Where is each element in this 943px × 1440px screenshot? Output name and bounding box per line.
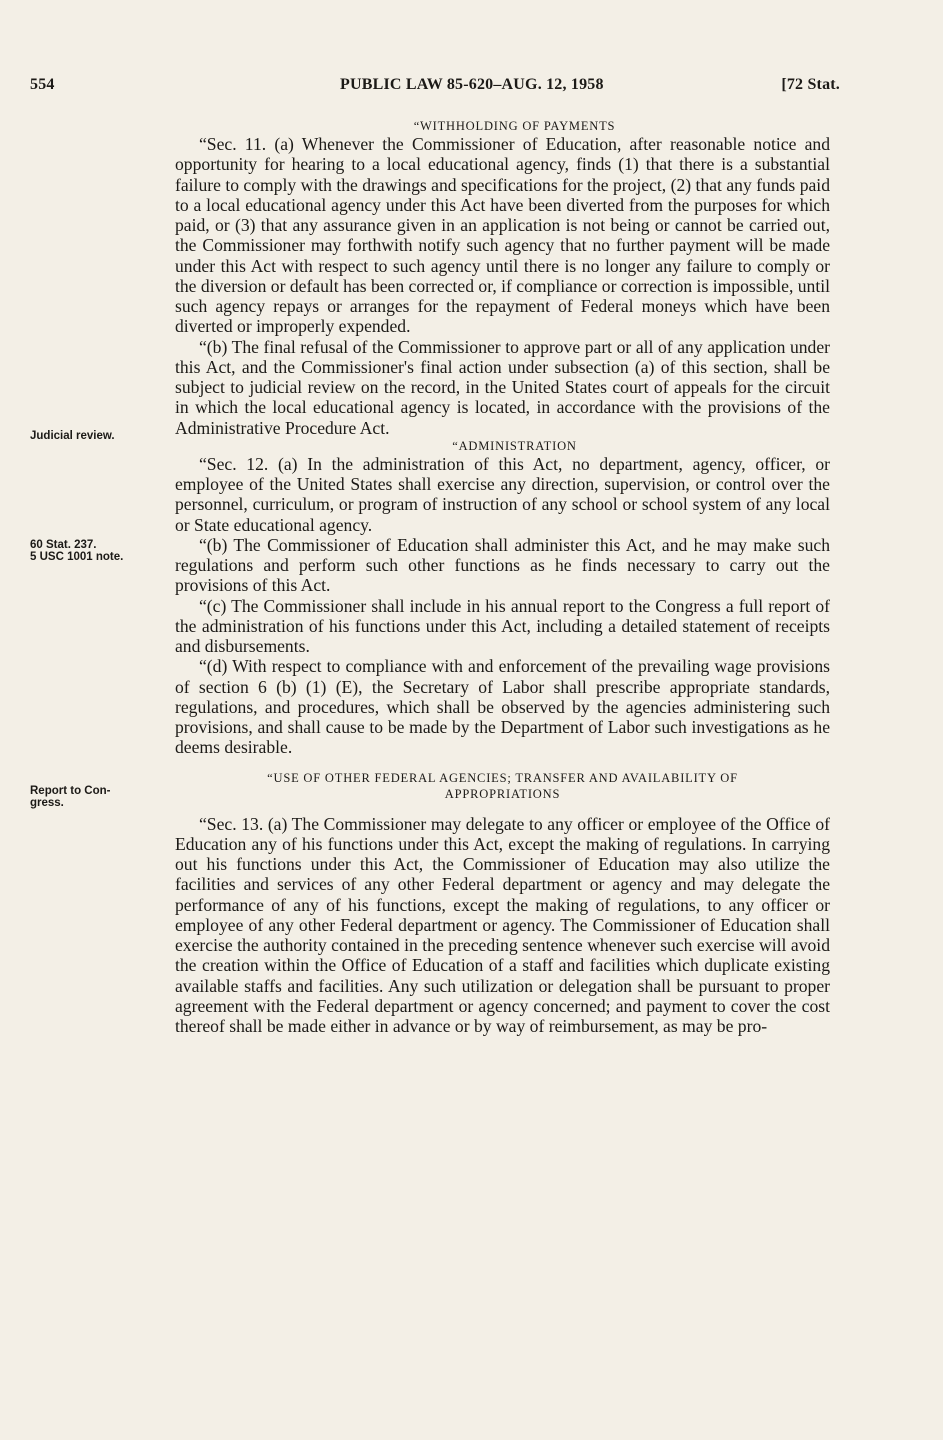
margin-note-judicial-review (30, 430, 115, 442)
section-heading-withholding: “WITHHOLDING OF PAYMENTS (413, 119, 616, 133)
section-12-c: “(c) The Commissioner shall include in his annual report to the Congress a full report of the administration of his functions under this Act, including a detailed statement of receipts and disbursements. (175, 595, 830, 656)
margin-note-report-line2: gress. (30, 797, 64, 809)
page-header (30, 76, 840, 100)
heading-line-2: APPROPRIATIONS (444, 786, 561, 801)
section-12-b: “(b) The Commissioner of Education shall administer this Act, and he may make such regulations and perform such other functions as he finds necessary to carry out the provisions of this Act. (175, 534, 830, 596)
section-heading-use-of-agencies (175, 770, 830, 802)
section-12-a: “Sec. 12. (a) In the administration of this Act, no department, agency, officer, or employee of the United States shall exercise any direction, supervision, or control over the personnel, curriculum, or program of instruction of any school or school system of any local or State educational agency. (175, 453, 830, 535)
margin-note-report-to-congress (30, 785, 110, 809)
margin-note-citation-line1: 60 Stat. 237. (30, 539, 97, 551)
section-12-d: “(d) With respect to compliance with and enforcement of the prevailing wage provisions of section 6 (b) (1) (E), the Secretary of Labor shall prescribe appropriate standards, regulations, and procedures, which shall be observed by the agencies administering such provisions, and shall cause to be made by the Department of Labor such investigations as he deems desirable. (175, 656, 830, 758)
section-13-a: “Sec. 13. (a) The Commissioner may delegate to any officer or employee of the Office of Education any of his functions under this Act, except the making of regulations. In carrying out his functions under this Act, the Commissioner of Education may also utilize the facilities and services of any other Federal department or agency and may delegate the performance of any of his functions, except the making of regulations, to any officer or employee of any other Federal department or agency. The Commissioner of Education shall exercise the authority contained in the preceding sentence whenever such exercise will avoid the creation within the Office of Education of a staff and facilities which duplicate existing available staffs and facilities. Any such utilization or delegation shall be pursuant to proper agreement with the Federal department or agency concerned; and payment to cover the cost thereof shall be made either in advance or by way of reimbursement, as may be pro- (175, 813, 830, 1036)
statute-reference: [72 Stat. (781, 76, 840, 93)
page-number: 554 (30, 76, 55, 93)
section-11-a: “Sec. 11. (a) Whenever the Commissioner of Education, after reasonable notice and opportunity for hearing to a local educational agency, finds (1) that there is a substantial failure to comply with the drawings and specifications for the project, (2) that any funds paid to a local educational agency under this Act have been diverted from the purposes for which paid, or (3) that any assurance given in an application is not being or cannot be carried out, the Commissioner may forthwith notify such agency that no further payment will be made under this Act with respect to such agency until there is no longer any failure to comply or the diversion or default has been corrected or, if compliance or correction is impossible, until such agency repays or arranges for the repayment of Federal moneys which have been diverted or improperly expended. (175, 134, 830, 337)
margin-note-citation-line2: 5 USC 1001 note. (30, 551, 124, 563)
running-title: PUBLIC LAW 85-620–AUG. 12, 1958 (340, 76, 604, 93)
margin-note-report-line1: Report to Con- (30, 785, 111, 797)
heading-line-1: “USE OF OTHER FEDERAL AGENCIES; TRANSFER AND AVAILABILITY OF (267, 770, 738, 785)
section-heading-administration: “ADMINISTRATION (452, 438, 577, 453)
margin-note-citation (30, 539, 123, 563)
margin-note-text: Judicial review. (30, 430, 115, 442)
section-11-b: “(b) The final refusal of the Commissioner to approve part or all of any application under this Act, and the Commissioner's final action under subsection (a) of this section, shall be subject to judicial review on the record, in the United States court of appeals for the circuit in which the local educational agency is located, in accordance with the provisions of the Administrative Procedure Act. (175, 336, 830, 438)
main-text (175, 118, 830, 1036)
